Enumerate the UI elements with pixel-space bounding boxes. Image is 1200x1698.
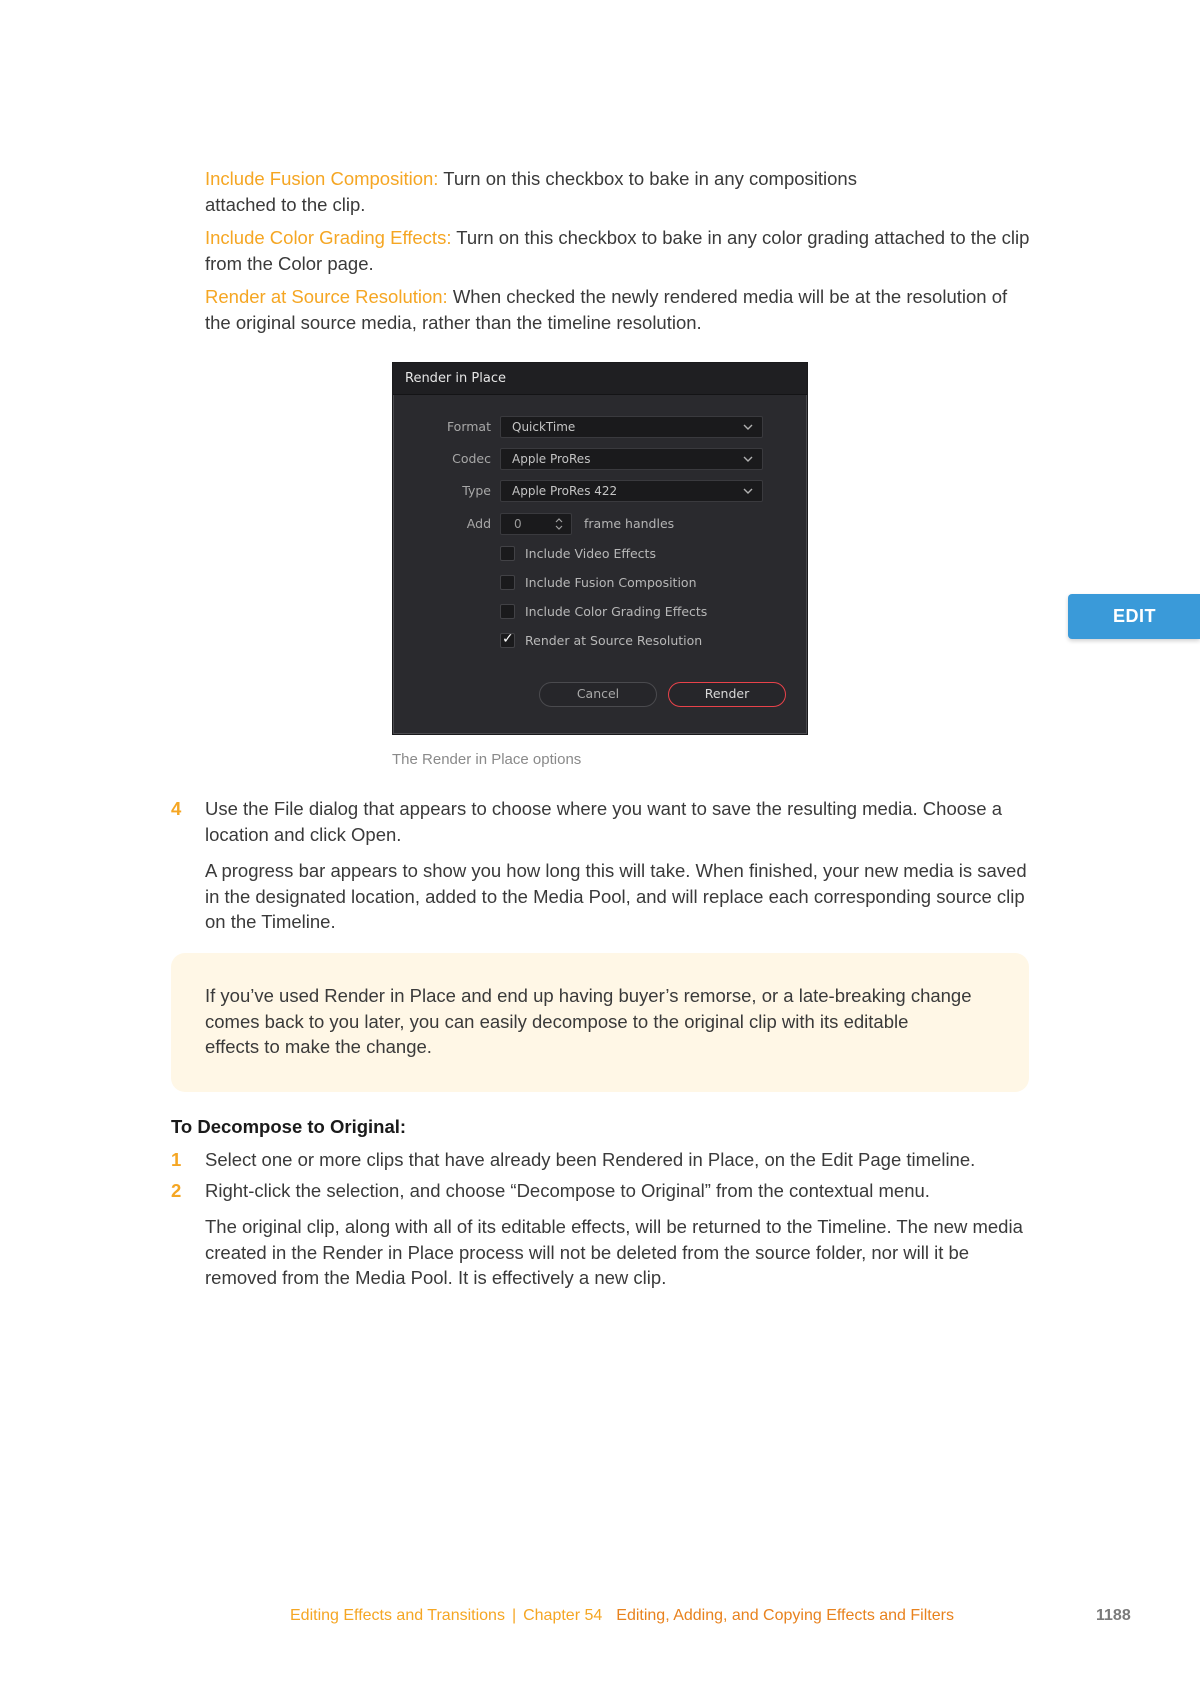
chevron-down-icon [743,422,753,432]
checkbox-label: Render at Source Resolution [525,633,703,648]
chevron-down-icon [743,454,753,464]
step-follow-text: The original clip, along with all of its editable effects, will be returned to the Timeline. The new media created in the Render in Place process will not be deleted from the source folder, nor will it be removed from the Media Pool. It is effectively a new clip. [205,1216,1023,1288]
checkbox-box[interactable] [500,604,515,619]
note-text [205,983,995,1060]
step-number: 1 [171,1149,182,1170]
checkbox-box[interactable] [500,575,515,590]
render-button[interactable]: Render [668,682,786,707]
step-number: 2 [171,1180,182,1201]
type-select[interactable] [500,480,763,502]
note-box [171,953,1029,1092]
stepper-arrows-icon[interactable] [554,516,564,532]
source-res-text: When checked the newly rendered media will be at the resolution of the original source media, rather than the timeline resolution. [205,286,1008,333]
note-line: If you’ve used Render in Place and end up having buyer’s remorse, or a late-breaking change [205,985,972,1006]
codec-value: Apple ProRes [512,452,591,466]
step-text: Use the File dialog that appears to choose where you want to save the resulting media. Choose a location and click Open. [205,798,1002,845]
add-label: Add [466,516,491,531]
checkbox-box[interactable] [500,546,515,561]
type-label: Type [462,483,491,498]
source-res-term: Render at Source Resolution: [205,286,448,307]
grading-definition [205,225,1035,276]
section-heading: To Decompose to Original: [171,1116,407,1137]
fusion-term: Include Fusion Composition: [205,168,439,189]
checkbox-label: Include Color Grading Effects [525,604,708,619]
type-value: Apple ProRes 422 [512,484,618,498]
dialog-title: Render in Place [393,363,807,395]
source-res-definition [205,284,1035,335]
frame-handles-value: 0 [514,517,522,531]
step-number: 4 [171,798,182,819]
step-follow-text: A progress bar appears to show you how long this will take. When finished, your new media is saved in the designated location, added to the Media Pool, and will replace each corresponding source clip on the Timeline. [205,860,1027,932]
footer-chapter-title: Editing, Adding, and Copying Effects and Filters [616,1607,954,1624]
step-text: Select one or more clips that have already been Rendered in Place, on the Edit Page timeline. [205,1149,976,1170]
page-number: 1188 [1096,1607,1131,1624]
step-text: Right-click the selection, and choose “Decompose to Original” from the contextual menu. [205,1180,930,1201]
fusion-definition [205,166,1035,217]
grading-term: Include Color Grading Effects: [205,227,452,248]
edit-section-tab[interactable]: EDIT [1068,594,1200,639]
grading-text: Turn on this checkbox to bake in any color grading attached to the clip from the Color page. [205,227,1030,274]
codec-label: Codec [452,451,491,466]
frame-handles-stepper[interactable] [500,513,572,535]
format-value: QuickTime [512,420,576,434]
checkmark-icon: ✓ [502,631,514,647]
checkbox-label: Include Video Effects [525,546,656,561]
footer-separator: | [511,1607,517,1624]
footer-breadcrumb [290,1607,954,1625]
cancel-button[interactable]: Cancel [539,682,657,707]
format-label: Format [446,419,491,434]
note-line: effects to make the change. [205,1036,432,1057]
render-in-place-dialog [392,362,808,735]
checkbox-label: Include Fusion Composition [525,575,697,590]
checkbox-box[interactable] [500,633,515,648]
footer-section: Editing Effects and Transitions [290,1607,505,1624]
footer-chapter: Chapter 54 [523,1607,603,1624]
chevron-down-icon [743,486,753,496]
figure-caption: The Render in Place options [392,751,582,768]
format-select[interactable] [500,416,763,438]
codec-select[interactable] [500,448,763,470]
note-line: comes back to you later, you can easily decompose to the original clip with its editable [205,1010,909,1032]
frame-handles-label: frame handles [584,516,675,531]
fusion-text: Turn on this checkbox to bake in any compositions [438,168,857,189]
fusion-text-2: attached to the clip. [205,193,366,215]
